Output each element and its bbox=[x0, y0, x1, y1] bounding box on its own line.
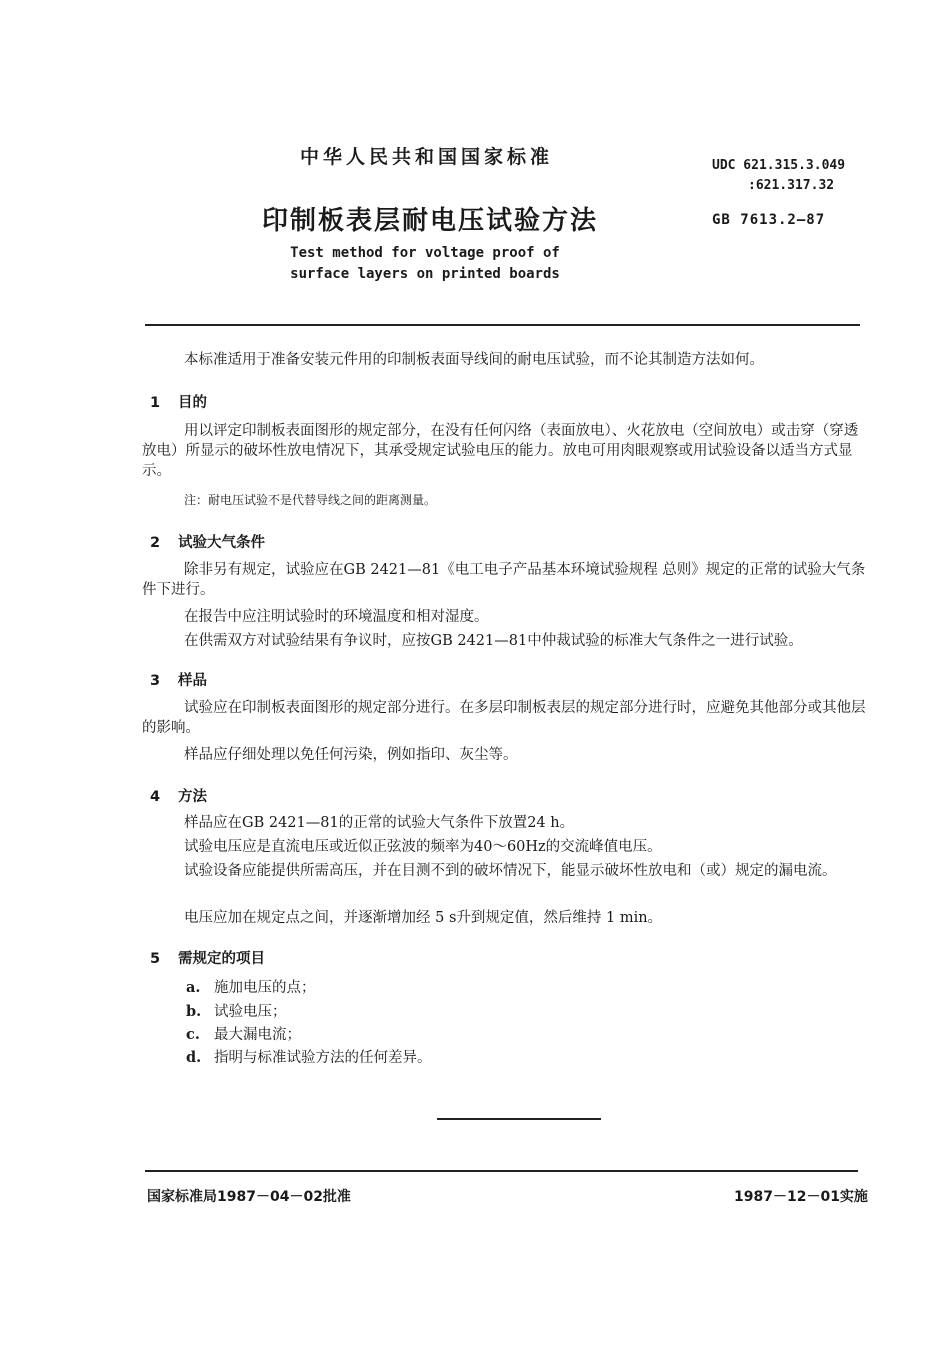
list-item-label: c. bbox=[186, 1026, 200, 1043]
section-4-paragraph-4: 电压应加在规定点之间，并逐渐增加经 5 s升到规定值，然后维持 1 min。 bbox=[184, 910, 663, 926]
approval-date: 国家标准局1987－04－02批准 bbox=[147, 1189, 351, 1205]
section-3-heading bbox=[150, 669, 207, 690]
section-number: 1 bbox=[150, 395, 161, 411]
list-item bbox=[186, 1023, 301, 1044]
section-1-paragraph: 用以评定印制板表面图形的规定部分，在没有任何闪络（表面放电）、火花放电（空间放电）或击穿（穿透放电）所显示的破坏性放电情况下，其承受规定试验电压的能力。放电可用肉眼观察或用试验设备以适当方式显示。 bbox=[142, 423, 859, 479]
list-item bbox=[186, 976, 316, 997]
section-2-heading bbox=[150, 531, 265, 552]
udc-code-line2: :621.317.32 bbox=[748, 178, 835, 193]
list-item-label: d. bbox=[186, 1049, 202, 1066]
list-item-text: 最大漏电流； bbox=[214, 1027, 301, 1043]
document-title-en-line2: surface layers on printed boards bbox=[290, 266, 560, 282]
header-divider bbox=[145, 324, 860, 326]
list-item bbox=[186, 1000, 287, 1021]
list-item-text: 施加电压的点； bbox=[214, 980, 316, 996]
effective-date: 1987－12－01实施 bbox=[734, 1189, 868, 1205]
document-title-zh: 印制板表层耐电压试验方法 bbox=[262, 206, 599, 236]
list-item-text: 指明与标准试验方法的任何差异。 bbox=[214, 1050, 432, 1066]
footer-divider bbox=[145, 1170, 858, 1172]
section-3-paragraph-2: 样品应仔细处理以免任何污染，例如指印、灰尘等。 bbox=[184, 747, 518, 763]
standard-country-title: 中华人民共和国国家标准 bbox=[300, 146, 554, 168]
section-number: 4 bbox=[150, 789, 161, 805]
gb-standard-number: GB 7613.2—87 bbox=[712, 212, 826, 228]
section-number: 3 bbox=[150, 673, 161, 689]
section-title: 目的 bbox=[178, 395, 207, 411]
section-2-paragraph-1: 除非另有规定，试验应在GB 2421—81《电工电子产品基本环境试验规程 总则》规定的正常的试验大气条件下进行。 bbox=[142, 562, 866, 598]
section-4-paragraph-1: 样品应在GB 2421—81的正常的试验大气条件下放置24 h。 bbox=[184, 815, 575, 831]
intro-paragraph: 本标准适用于准备安装元件用的印制板表面导线间的耐电压试验，而不论其制造方法如何。 bbox=[184, 352, 764, 368]
list-item-text: 试验电压； bbox=[214, 1004, 287, 1020]
document-title-en-line1: Test method for voltage proof of bbox=[290, 245, 560, 261]
list-item bbox=[186, 1046, 432, 1067]
section-1-heading bbox=[150, 391, 207, 412]
end-of-text-rule bbox=[437, 1118, 601, 1120]
section-number: 2 bbox=[150, 535, 161, 551]
section-1-note: 注：耐电压试验不是代替导线之间的距离测量。 bbox=[184, 493, 437, 507]
section-title: 方法 bbox=[178, 789, 207, 805]
list-item-label: a. bbox=[186, 979, 201, 996]
list-item-label: b. bbox=[186, 1003, 202, 1020]
section-2-paragraph-3: 在供需双方对试验结果有争议时，应按GB 2421—81中仲裁试验的标准大气条件之一进行试验。 bbox=[184, 633, 803, 649]
section-title: 样品 bbox=[178, 673, 207, 689]
section-3-paragraph-1: 试验应在印制板表面图形的规定部分进行。在多层印制板表层的规定部分进行时，应避免其他部分或其他层的影响。 bbox=[142, 700, 866, 736]
section-title: 需规定的项目 bbox=[178, 951, 265, 967]
section-4-paragraph-3: 试验设备应能提供所需高压，并在目测不到的破坏情况下，能显示破坏性放电和（或）规定的漏电流。 bbox=[184, 863, 837, 879]
section-4-paragraph-2: 试验电压应是直流电压或近似正弦波的频率为40～60Hz的交流峰值电压。 bbox=[184, 839, 662, 855]
udc-code-line1: UDC 621.315.3.049 bbox=[712, 158, 846, 173]
section-2-paragraph-2: 在报告中应注明试验时的环境温度和相对湿度。 bbox=[184, 609, 489, 625]
section-5-heading bbox=[150, 947, 265, 968]
section-4-heading bbox=[150, 785, 207, 806]
section-number: 5 bbox=[150, 951, 161, 967]
section-title: 试验大气条件 bbox=[178, 535, 265, 551]
